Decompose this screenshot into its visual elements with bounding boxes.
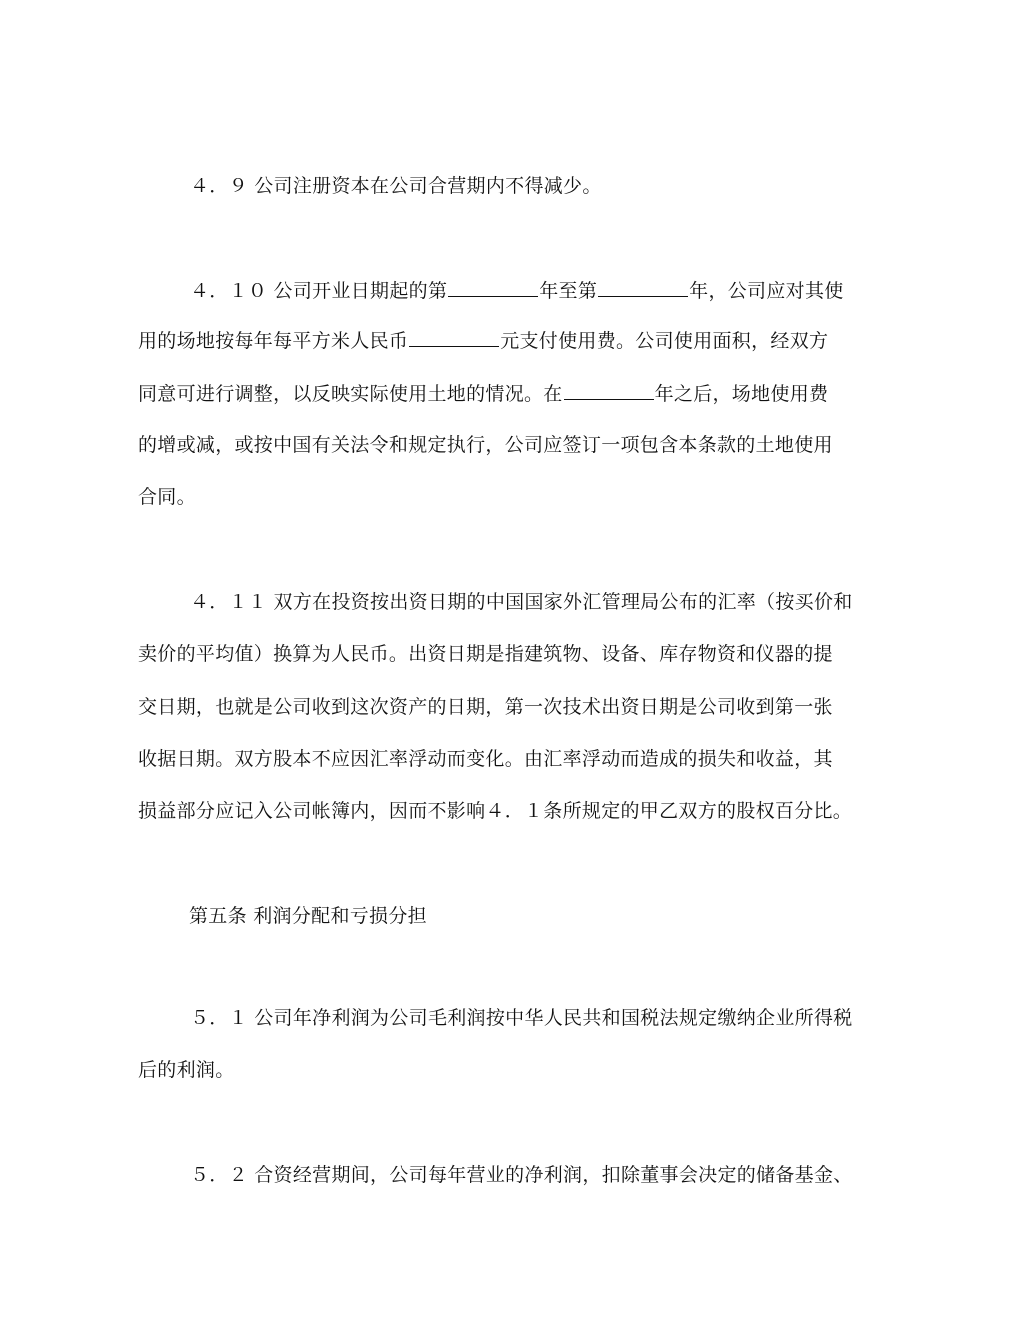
clause-4-10-text-f: 同意可进行调整，以反映实际使用土地的情况。在 [138, 383, 563, 405]
clause-4-10-line-4: 的增或减，或按中国有关法令和规定执行，公司应签订一项包含本条款的土地使用 [138, 434, 833, 456]
clause-4-10-line-3 [138, 379, 828, 408]
clause-4-11-line-3: 交日期，也就是公司收到这次资产的日期，第一次技术出资日期是公司收到第一张 [138, 696, 833, 718]
clause-4-10-text-a: ４．１０ 公司开业日期起的第 [190, 280, 448, 302]
clause-5-1-line-1: ５．１ 公司年净利润为公司毛利润按中华人民共和国税法规定缴纳企业所得税 [190, 1007, 853, 1029]
clause-5-1-line-2: 后的利润。 [138, 1059, 235, 1081]
clause-4-10-text-e: 元支付使用费。公司使用面积，经双方 [500, 330, 829, 352]
clause-4-11-line-2: 卖价的平均值）换算为人民币。出资日期是指建筑物、设备、库存物资和仪器的提 [138, 643, 833, 665]
clause-4-10-text-c: 年，公司应对其使 [689, 280, 844, 302]
clause-4-10-text-b: 年至第 [539, 280, 598, 302]
fill-in-blank-start-year[interactable] [448, 276, 538, 297]
clause-4-10-line-1 [190, 276, 844, 305]
clause-4-11-line-5: 损益部分应记入公司帐簿内，因而不影响４．１条所规定的甲乙双方的股权百分比。 [138, 800, 853, 822]
clause-4-10-text-g: 年之后，场地使用费 [654, 383, 829, 405]
article-5-heading: 第五条 利润分配和亏损分担 [189, 905, 427, 927]
clause-4-10-text-d: 用的场地按每年每平方米人民币 [138, 330, 409, 352]
fill-in-blank-fee-amount[interactable] [409, 326, 499, 347]
clause-4-10-line-2 [138, 326, 828, 355]
fill-in-blank-end-year[interactable] [598, 276, 688, 297]
clause-4-11-line-1: ４．１１ 双方在投资按出资日期的中国国家外汇管理局公布的汇率（按买价和 [190, 591, 853, 613]
clause-4-10-line-5: 合同。 [138, 486, 196, 508]
clause-4-9-line-1: ４．９ 公司注册资本在公司合营期内不得减少。 [190, 175, 602, 197]
fill-in-blank-after-year[interactable] [564, 379, 654, 400]
clause-5-2-line-1: ５．２ 合资经营期间，公司每年营业的净利润，扣除董事会决定的储备基金、 [190, 1164, 853, 1186]
clause-4-11-line-4: 收据日期。双方股本不应因汇率浮动而变化。由汇率浮动而造成的损失和收益，其 [138, 748, 833, 770]
